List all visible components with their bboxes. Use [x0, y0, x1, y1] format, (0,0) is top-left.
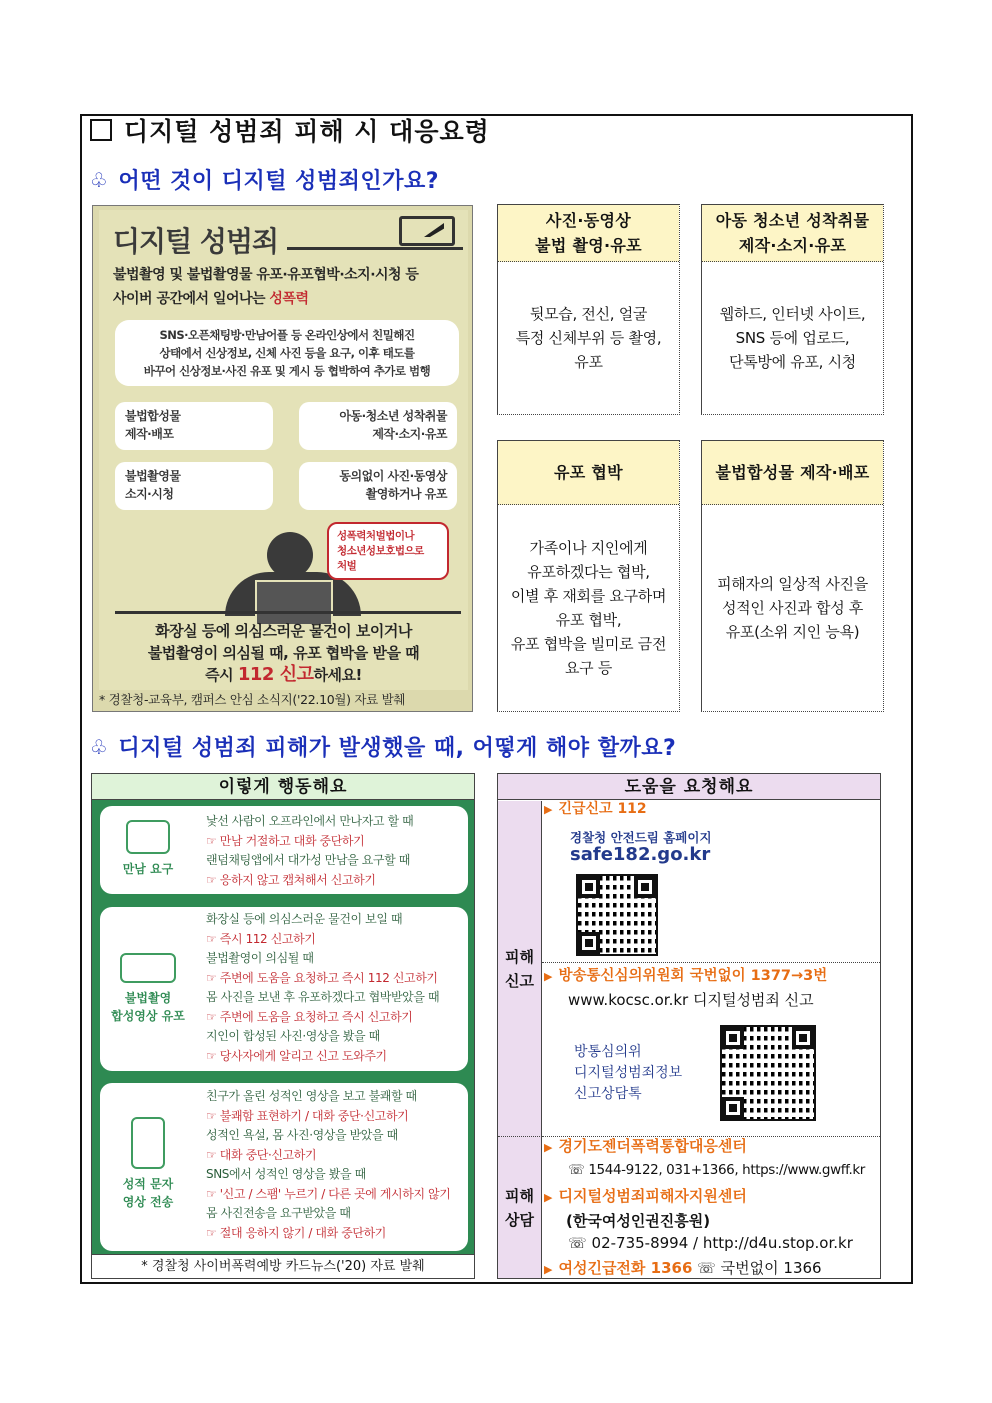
card-body: 뒷모습, 전신, 얼굴 특정 신체부위 등 촬영, 유포: [515, 305, 662, 371]
poster-subtitle-2: 사이버 공간에서 일어나는 성폭력: [113, 291, 309, 307]
help-side-report: 피해 신고: [498, 801, 542, 1136]
card-head: 불법합성물 제작·배포: [702, 441, 883, 505]
help-head: 도움을 요청해요: [498, 774, 880, 800]
help-gwff-contact: ☏ 1544-9122, 031+1366, https://www.gwff.kr: [568, 1162, 865, 1178]
smartphone-icon: [131, 1117, 165, 1169]
triangle-right-icon: ▶: [544, 1141, 553, 1154]
card-head: 유포 협박: [498, 441, 679, 505]
phone-meeting-icon: [126, 820, 170, 854]
triangle-right-icon: ▶: [544, 1263, 553, 1276]
poster-bubble: 동의없이 사진·동영상 촬영하거나 유포: [299, 462, 457, 510]
help-kocsc-url: www.kocsc.or.kr 디지털성범죄 신고: [568, 991, 814, 1009]
card-body: 피해자의 일상적 사진을 성적인 사진과 합성 후 유포(소위 지인 능욕): [717, 575, 868, 641]
poster-title: 디지털 성범죄: [113, 225, 279, 258]
triangle-right-icon: ▶: [544, 1191, 553, 1204]
clover-icon: ♧: [90, 734, 109, 759]
section1-title: ♧ 어떤 것이 디지털 성범죄인가요?: [90, 167, 439, 194]
poster-bubble: 불법합성물 제작·배포: [115, 402, 273, 450]
help-gwff: ▶ 경기도젠더폭력통합대응센터: [544, 1137, 747, 1155]
action-guide-box: [91, 773, 475, 1279]
help-women-hotline: ▶ 여성긴급전화 1366 ☏ 국번없이 1366: [544, 1259, 822, 1277]
card-distribution-threat: [497, 440, 680, 712]
card-child-exploitation: [701, 204, 884, 415]
poster-source: * 경찰청-교육부, 캠퍼스 안심 소식지('22.10월) 자료 발췌: [99, 692, 406, 707]
qr-code-kocsc[interactable]: [720, 1025, 816, 1121]
help-d4u: ▶ 디지털성범죄피해자지원센터: [544, 1187, 747, 1205]
main-title: 디지털 성범죄 피해 시 대응요령: [90, 112, 490, 148]
poster-bubble: 아동·청소년 성착취물 제작·소지·유포: [299, 402, 457, 450]
poster-subtitle: 불법촬영 및 불법촬영물 유포·유포협박·소지·시청 등: [113, 267, 419, 283]
desk-line: [115, 611, 461, 614]
card-head: 아동 청소년 성착취물 제작·소지·유포: [702, 205, 883, 262]
help-kocsc-qr-label: 방통심의위 디지털성범죄정보 신고상담톡: [574, 1044, 683, 1102]
poster-description-box: SNS·오픈채팅방·만남어플 등 온라인상에서 친밀해진 상태에서 신상정보, 신체 사진 등을 요구, 이후 태도를 바꾸어 신상정보·사진 유포 및 게시 등 협박하여 추가로 범행: [115, 320, 459, 386]
card-deepfake: [701, 440, 884, 712]
keyboard-icon: [120, 953, 176, 983]
action-card-illegal-filming: 불법촬영 합성영상 유포 화장실 등에 의심스러운 물건이 보일 때 ☞ 즉시 112 신고하기 불법촬영이 의심될 때 ☞ 주변에 도움을 요청하고 즉시 112 신고하기 몸 사진을 보낸 후 유포하겠다고 협박받았을 때 ☞ 주변에 도움을 요청하고 즉시 신고하기 지인이 합성된 사진·영상을 봤을 때 ☞ 당사자에게 알리고 신고 도와주기: [100, 907, 468, 1071]
card-body: 웹하드, 인터넷 사이트, SNS 등에 업로드, 단톡방에 유포, 시청: [719, 305, 866, 371]
laptop-icon: [399, 216, 455, 246]
digital-crime-poster: [92, 205, 473, 712]
qr-code-safe182[interactable]: [576, 874, 658, 956]
poster-red-bubble: 성폭력처벌법이나 청소년성보호법으로 처벌: [327, 522, 449, 580]
help-d4u-org: (한국여성인권진흥원): [566, 1212, 711, 1230]
card-head: 사진·동영상 불법 촬영·유포: [498, 205, 679, 262]
help-emergency: ▶ 긴급신고 112: [544, 801, 647, 817]
help-side-counsel: 피해 상담: [498, 1136, 542, 1278]
poster-bottom-message: 화장실 등에 의심스러운 물건이 보이거나 불법촬영이 의심될 때, 유포 협박을 받을 때 즉시 112 신고하세요!: [147, 622, 420, 685]
section2-title: ♧ 디지털 성범죄 피해가 발생했을 때, 어떻게 해야 할까요?: [90, 734, 677, 761]
action-card-sexual-messages: 성적 문자 영상 전송 친구가 올린 성적인 영상을 보고 불쾌할 때 ☞ 불쾌함 표현하기 / 대화 중단·신고하기 성적인 욕설, 몸 사진·영상을 받았을 때 ☞ 대화 중단·신고하기 SNS에서 성적인 영상을 봤을 때 ☞ '신고 / 스팸' 누르기 / 다른 곳에 게시하지 않기 몸 사진전송을 요구받았을 때 ☞ 절대 응하지 않기 / 대화 중단하기: [100, 1083, 468, 1251]
checkbox-square-icon: [90, 119, 112, 141]
poster-title-line: [287, 247, 463, 250]
help-kocsc: ▶ 방송통신심의위원회 국번없이 1377→3번: [544, 968, 828, 984]
card-illegal-filming: [497, 204, 680, 415]
triangle-right-icon: ▶: [544, 970, 553, 983]
action-source: * 경찰청 사이버폭력예방 카드뉴스('20) 자료 발췌: [92, 1254, 474, 1278]
action-card-meeting: 만남 요구 낯선 사람이 오프라인에서 만나자고 할 때 ☞ 만남 거절하고 대화 중단하기 랜덤채팅앱에서 대가성 만남을 요구할 때 ☞ 응하지 않고 캡쳐해서 신고하기: [100, 806, 468, 894]
action-head: 이렇게 행동해요: [92, 774, 474, 800]
clover-icon: ♧: [90, 167, 109, 192]
help-request-box: [497, 773, 881, 1279]
safe182-label: 경찰청 안전드림 홈페이지: [570, 830, 712, 845]
help-d4u-contact: ☏ 02-735-8994 / http://d4u.stop.or.kr: [568, 1234, 853, 1252]
poster-bubble: 불법촬영물 소지·시청: [115, 462, 273, 510]
safe182-url[interactable]: safe182.go.kr: [570, 844, 711, 865]
triangle-right-icon: ▶: [544, 803, 553, 816]
card-body: 가족이나 지인에게 유포하겠다는 협박, 이별 후 재회를 요구하며 유포 협박, 유포 협박을 빌미로 금전 요구 등: [510, 539, 667, 677]
